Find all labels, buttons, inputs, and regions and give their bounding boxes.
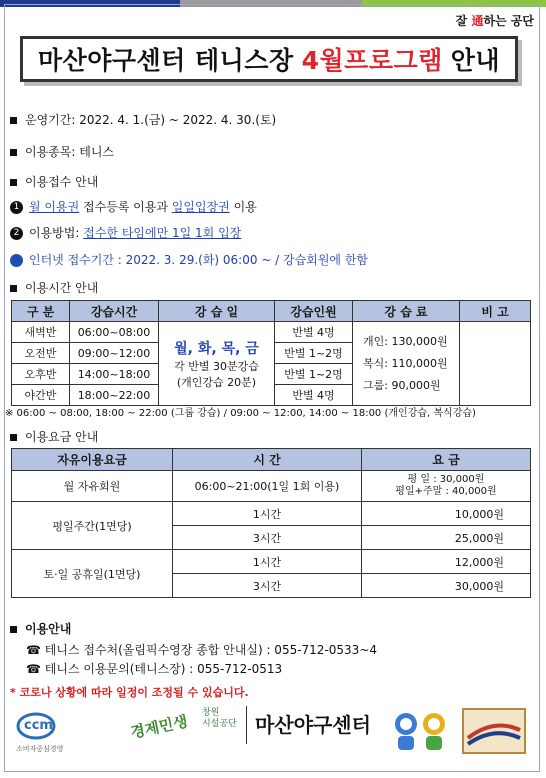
- mascot-icon: [390, 710, 452, 758]
- period-line: 운영기간: 2022. 4. 1.(금) ~ 2022. 4. 30.(토): [10, 111, 276, 128]
- info-line-1: ☎ 테니스 접수처(올림픽수영장 종합 안내실) : 055-712-0533~4: [26, 643, 378, 657]
- table-row: 오전반 09:00~12:00 반별 1~2명: [12, 343, 531, 364]
- table-row: 오후반 14:00~18:00 반별 1~2명: [12, 364, 531, 385]
- pricing-heading: 이용요금 안내: [10, 428, 98, 445]
- info-heading: 이용안내: [10, 620, 71, 637]
- covid-warning: * 코로나 상황에 따라 일정이 조정될 수 있습니다.: [10, 686, 249, 699]
- bullet-icon: [10, 434, 17, 441]
- table-row: 평일주간(1면당) 1시간 10,000원: [12, 502, 531, 526]
- bullet-icon: [10, 179, 17, 186]
- usage-method-link[interactable]: 접수한 타임에만 1일 1회 입장: [83, 226, 242, 240]
- number-badge: 2: [10, 227, 23, 240]
- table-row: 3시간 30,000원: [12, 574, 531, 598]
- table-header-row: 구 분 강습시간 강 습 일 강습인원 강 습 료 비 고: [12, 301, 531, 322]
- fee-cell: 개인: 130,000원 복식: 110,000원 그룹: 90,000원: [353, 322, 460, 406]
- bullet-icon: [10, 117, 17, 124]
- monthly-pass-link[interactable]: 월 이용권: [29, 200, 80, 214]
- table-row: 월 자유회원 06:00~21:00(1일 1회 이용) 평 일 : 30,000원 평일+주말 : 40,000원: [12, 471, 531, 502]
- table-row: 새벽반 06:00~08:00 월, 화, 목, 금 각 반별 30분강습 (개인강습 20분) 반별 4명 개인: 130,000원 복식: 110,000원 그룹: 90,000원: [12, 322, 531, 343]
- table-row: 야간반 18:00~22:00 반별 4명: [12, 385, 531, 406]
- table-row: 토·일 공휴일(1면당) 1시간 12,000원: [12, 550, 531, 574]
- schedule-table: [11, 300, 531, 406]
- pricing-table: [11, 448, 531, 598]
- corporation-logo: 창원 시설공단: [202, 708, 237, 729]
- info-line-2: ☎ 테니스 이용문의(테니스장) : 055-712-0513: [26, 662, 283, 676]
- ccm-logo: ccm 소비자중심경영: [16, 712, 92, 756]
- stadium-logo: 마산야구센터: [246, 706, 385, 744]
- registration-item-3: 3 인터넷 접수기간 : 2022. 3. 29.(화) 06:00 ~ / 강습회원에 한함: [10, 251, 368, 268]
- registration-item-2: 2 이용방법: 접수한 타임에만 1일 1회 입장: [10, 224, 241, 241]
- schedule-heading: 이용시간 안내: [10, 279, 98, 296]
- bullet-icon: [10, 626, 17, 633]
- bullet-icon: [10, 285, 17, 292]
- monthly-fee-cell: 평 일 : 30,000원 평일+주말 : 40,000원: [362, 471, 531, 502]
- daily-pass-link[interactable]: 일일입장권: [171, 200, 230, 214]
- table-header-row: 자유이용요금 시 간 요 금: [12, 449, 531, 471]
- logo-row: [10, 706, 536, 762]
- registration-heading: 이용접수 안내: [10, 173, 98, 190]
- number-badge: 1: [10, 201, 23, 214]
- number-badge: 3: [10, 254, 23, 267]
- sport-line: 이용종목: 테니스: [10, 143, 114, 160]
- page-title: 마산야구센터 테니스장 4월프로그램 안내: [20, 36, 518, 82]
- table-row: 3시간 25,000원: [12, 526, 531, 550]
- registration-item-1: 1 월 이용권 접수등록 이용과 일일입장권 이용: [10, 198, 257, 215]
- schedule-note: ※ 06:00 ~ 08:00, 18:00 ~ 22:00 (그룹 강습) / 09:00 ~ 12:00, 14:00 ~ 18:00 (개인강습, 복식강습): [5, 408, 476, 419]
- class-days-cell: 월, 화, 목, 금 각 반별 30분강습 (개인강습 20분): [159, 322, 275, 406]
- bullet-icon: [10, 149, 17, 156]
- slogan: 잘 通하는 공단: [455, 14, 534, 28]
- remarks-cell: [460, 322, 531, 406]
- city-slogan-logo: 경제민생: [128, 712, 190, 742]
- emblem-icon: [462, 708, 526, 758]
